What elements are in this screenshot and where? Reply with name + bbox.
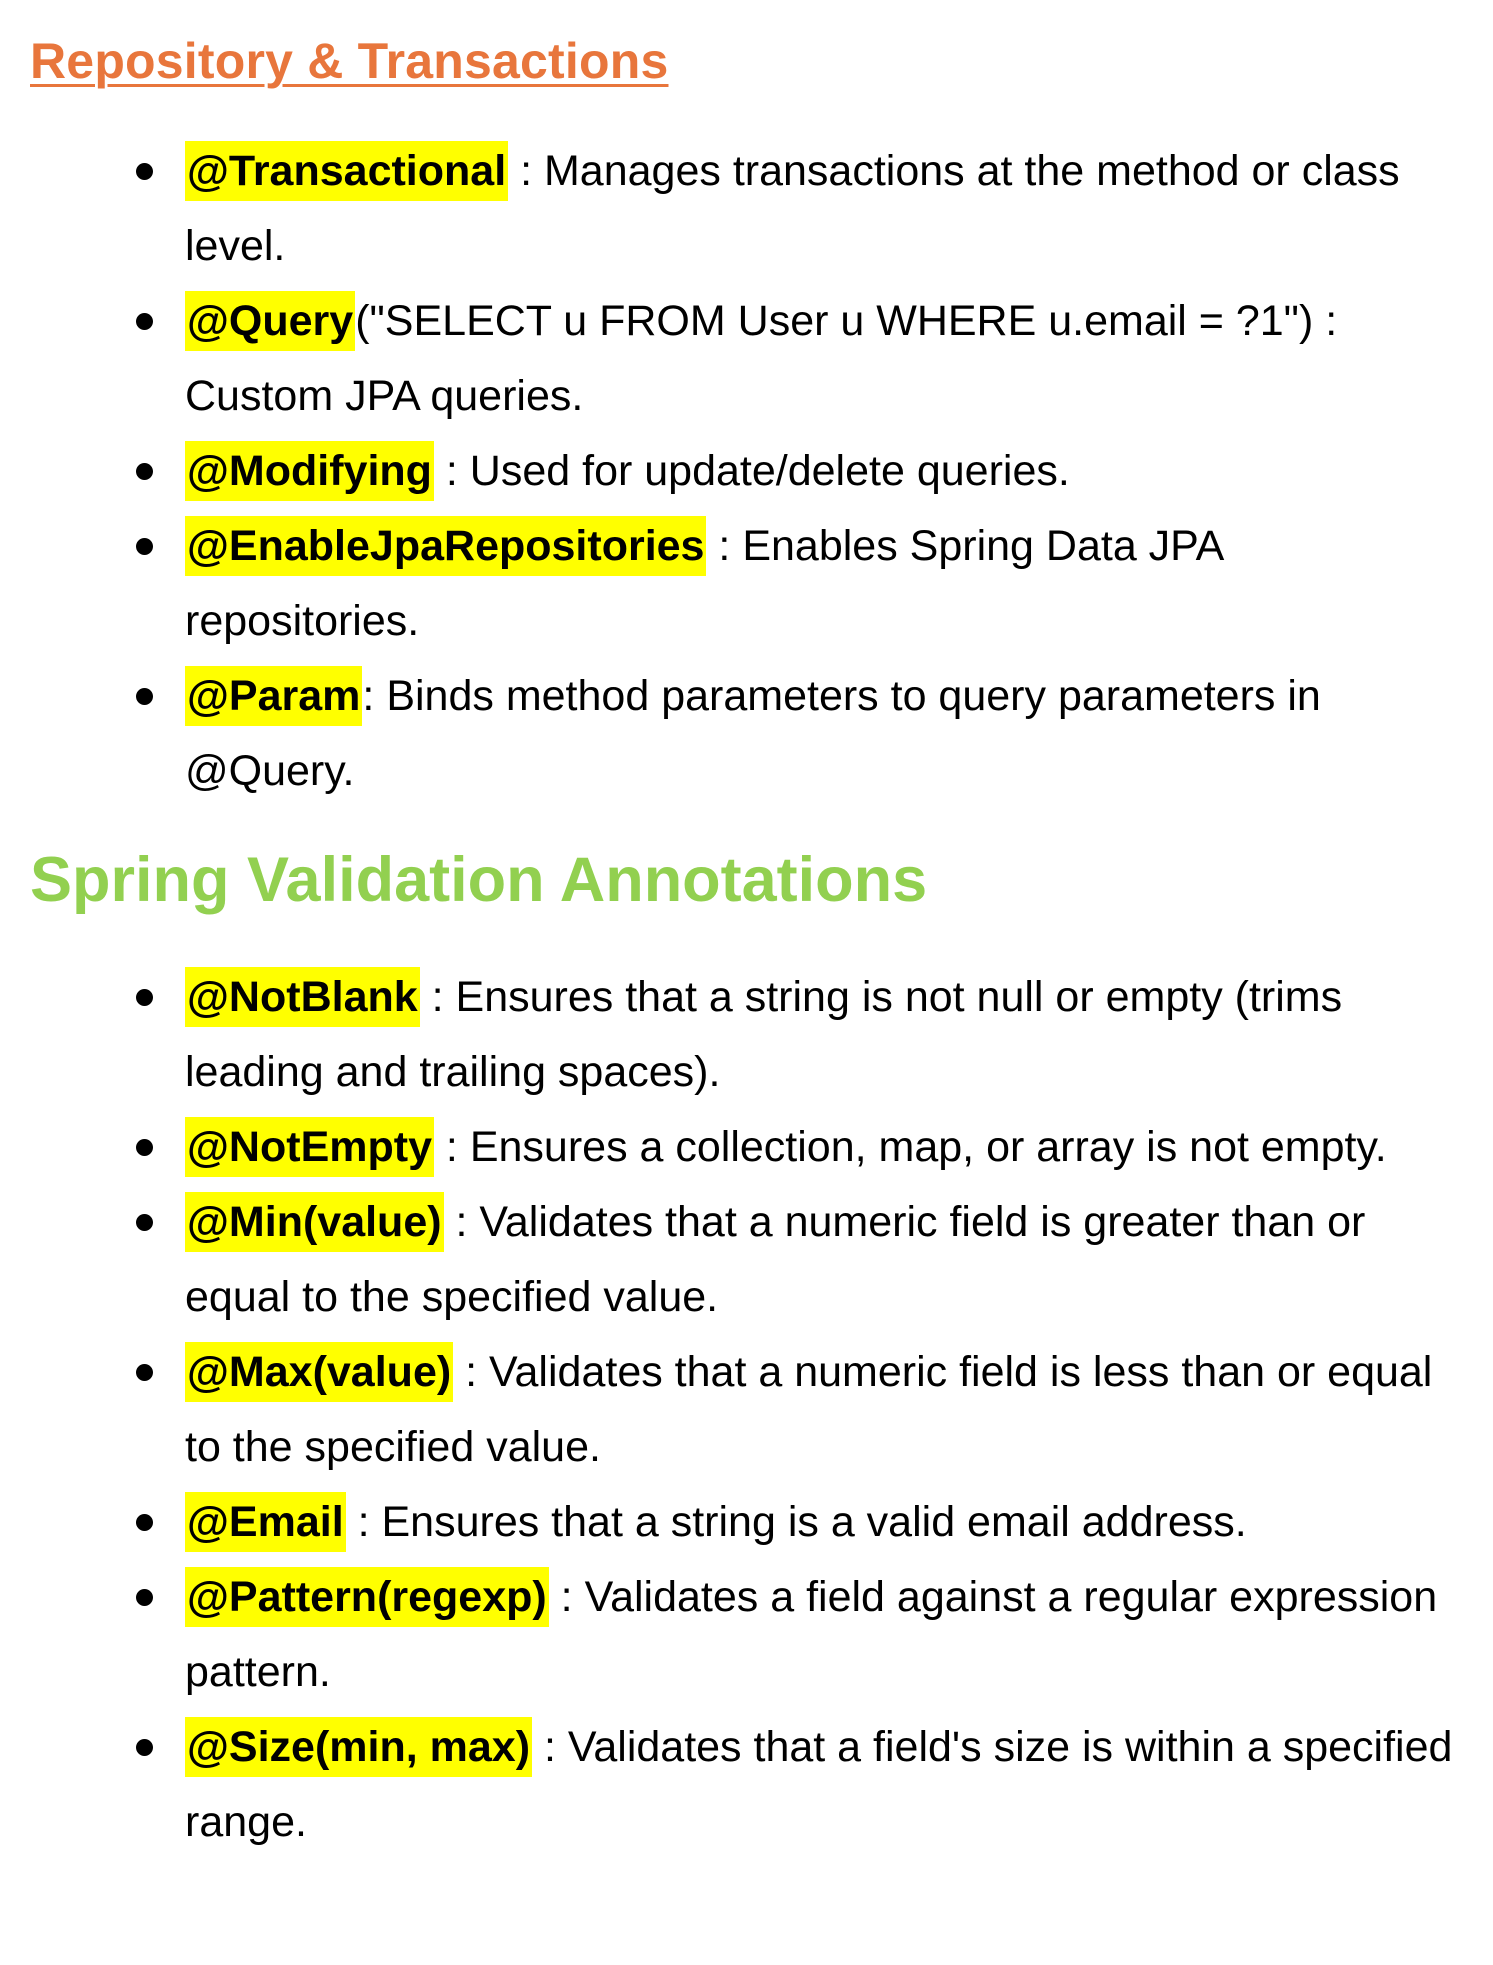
list-item	[0, 509, 1493, 659]
annotation-description: : Ensures that a string is a valid email address.	[345, 1498, 1247, 1546]
bullet-icon	[136, 538, 153, 555]
bullet-icon	[136, 989, 153, 1006]
list-item	[0, 1560, 1493, 1710]
annotation-name: @Modifying	[185, 441, 434, 501]
annotation-description: : Used for update/delete queries.	[433, 447, 1070, 495]
annotation-description: : Validates that a field's size is within a specified range.	[185, 1723, 1453, 1846]
annotation-name: @Min(value)	[185, 1192, 444, 1252]
list-item	[0, 1485, 1493, 1560]
annotation-description: : Binds method parameters to query parameters in @Query.	[185, 672, 1321, 795]
list-item	[0, 1185, 1493, 1335]
annotation-description: : Enables Spring Data JPA repositories.	[185, 522, 1222, 645]
annotation-description: ("SELECT u FROM User u WHERE u.email = ?1") : Custom JPA queries.	[185, 297, 1338, 420]
annotation-name: @NotBlank	[185, 967, 420, 1027]
list-item	[0, 284, 1493, 434]
annotation-name: @Pattern(regexp)	[185, 1567, 549, 1627]
annotation-name: @EnableJpaRepositories	[185, 516, 706, 576]
bullet-icon	[136, 1589, 153, 1606]
bullet-icon	[136, 1514, 153, 1531]
bullet-icon	[136, 1214, 153, 1231]
annotation-description: : Ensures a collection, map, or array is not empty.	[433, 1123, 1387, 1171]
annotation-description: : Validates that a numeric field is less than or equal to the specified value.	[185, 1348, 1433, 1471]
bullet-icon	[136, 688, 153, 705]
section-title-validation: Spring Validation Annotations	[30, 845, 928, 915]
annotation-name: @Email	[185, 1492, 346, 1552]
list-item	[0, 1335, 1493, 1485]
bullet-icon	[136, 163, 153, 180]
annotation-name: @Transactional	[185, 141, 508, 201]
repository-annotation-list	[0, 134, 1493, 809]
bullet-icon	[136, 1364, 153, 1381]
list-item	[0, 960, 1493, 1110]
list-item	[0, 134, 1493, 284]
list-item	[0, 1110, 1493, 1185]
annotation-name: @Size(min, max)	[185, 1717, 532, 1777]
annotation-description: : Validates that a numeric field is greater than or equal to the specified value.	[185, 1198, 1366, 1321]
annotation-description: : Ensures that a string is not null or empty (trims leading and trailing spaces).	[185, 973, 1343, 1096]
annotation-name: @Param	[185, 666, 362, 726]
annotation-name: @Query	[185, 291, 355, 351]
list-item	[0, 1710, 1493, 1860]
annotation-name: @Max(value)	[185, 1342, 453, 1402]
list-item	[0, 659, 1493, 809]
annotation-description: : Validates a field against a regular expression pattern.	[185, 1573, 1438, 1696]
bullet-icon	[136, 313, 153, 330]
section-title-repository: Repository & Transactions	[30, 33, 669, 89]
bullet-icon	[136, 1139, 153, 1156]
bullet-icon	[136, 463, 153, 480]
validation-annotation-list	[0, 960, 1493, 1860]
bullet-icon	[136, 1739, 153, 1756]
list-item	[0, 434, 1493, 509]
annotation-name: @NotEmpty	[185, 1117, 434, 1177]
annotation-description: : Manages transactions at the method or class level.	[185, 147, 1400, 270]
